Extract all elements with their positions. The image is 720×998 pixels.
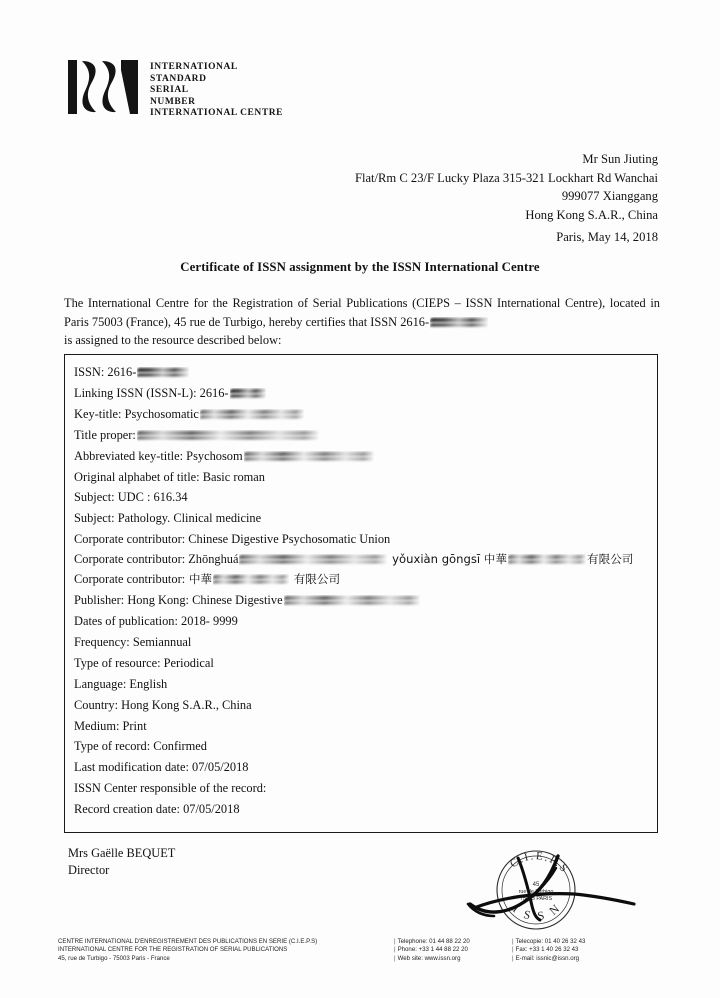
record-details-box xyxy=(64,354,658,833)
record-row-value: 07/05/2018 xyxy=(179,802,240,817)
recipient-country: Hong Kong S.A.R., China xyxy=(525,207,658,222)
record-row-label: Type of record: xyxy=(74,739,151,754)
record-row xyxy=(74,611,657,632)
record-row xyxy=(74,674,657,695)
record-row-label: Abbreviated key-title: xyxy=(74,448,184,463)
redaction-issn-intro xyxy=(430,317,488,329)
record-row-value: Psychosomatic xyxy=(121,406,199,421)
redaction-mark xyxy=(239,554,387,566)
record-row xyxy=(74,653,657,674)
logo-line-standard: STANDARD xyxy=(150,73,207,84)
svg-text:I S S N: I S S N xyxy=(510,899,565,924)
footer-org-column xyxy=(58,938,394,963)
record-row-value: Chinese Digestive Psychosomatic Union xyxy=(185,532,391,547)
record-row xyxy=(74,362,657,383)
record-row-value: Periodical xyxy=(160,655,214,670)
record-row-value: Basic roman xyxy=(199,469,265,484)
record-row-value: Pathology. Clinical medicine xyxy=(114,511,262,526)
logo-line-serial: SERIAL xyxy=(150,85,189,96)
record-row xyxy=(74,736,657,757)
record-rows xyxy=(65,355,657,820)
footer-address: 45, rue de Turbigo - 75003 Paris - France xyxy=(58,954,170,962)
issn-logo-mark xyxy=(66,58,142,116)
recipient-address xyxy=(355,150,658,224)
record-row xyxy=(74,404,657,425)
record-row xyxy=(74,695,657,716)
record-row-label: Key-title: xyxy=(74,406,122,421)
redaction-mark xyxy=(137,367,189,379)
redaction-mark xyxy=(244,451,374,463)
svg-text:C.I.E.P.S: C.I.E.P.S xyxy=(507,850,572,876)
footer-telephone: Telephone: 01 44 88 22 20 xyxy=(397,938,470,945)
record-row-value-tail: 有限公司 xyxy=(587,552,634,567)
recipient-street: Flat/Rm C 23/F Lucky Plaza 315-321 Lockhart Rd Wanchai xyxy=(354,170,658,185)
record-row-label: Language: xyxy=(74,676,127,691)
redaction-mark xyxy=(230,388,266,400)
official-stamp-and-signature xyxy=(440,842,640,938)
record-row xyxy=(74,590,657,611)
record-row-value: English xyxy=(126,676,168,691)
recipient-name: Mr Sun Jiuting xyxy=(582,152,658,166)
record-row xyxy=(74,487,657,508)
logo-line-number: NUMBER xyxy=(150,96,196,107)
record-row-value: 中華 xyxy=(185,572,213,587)
record-row-value: 2616- xyxy=(104,365,137,379)
record-row xyxy=(74,799,657,820)
place-and-date: Paris, May 14, 2018 xyxy=(556,230,658,244)
redaction-mark xyxy=(284,595,420,607)
record-row-label: Subject: xyxy=(74,511,115,526)
intro-text: The International Centre for the Registration of Serial Publications (CIEPS – ISSN International Centre), located in Paris 75003 (France), 45 rue de Turbigo, hereby certifies that ISSN 2616- xyxy=(64,296,660,329)
record-row-label: Publisher: xyxy=(74,593,125,608)
record-row-value: Semiannual xyxy=(129,634,192,649)
record-row-label: Linking ISSN (ISSN-L): xyxy=(74,385,197,400)
page-footer xyxy=(58,938,673,963)
record-row-label: Record creation date: xyxy=(74,802,180,817)
record-row xyxy=(74,425,657,446)
issn-logo xyxy=(66,58,283,120)
record-row-value: Zhōnghuá xyxy=(185,552,239,567)
record-row xyxy=(74,569,657,590)
footer-fax: Fax: +33 1 40 26 32 43 xyxy=(515,946,579,954)
record-row-value-after: 有限公司 xyxy=(290,572,341,587)
record-row-value: UDC : 616.34 xyxy=(114,490,188,505)
intro-paragraph xyxy=(64,294,660,350)
logo-line-international-centre: INTERNATIONAL CENTRE xyxy=(150,108,284,119)
record-row xyxy=(74,632,657,653)
footer-email[interactable]: E-mail: issnic@issn.org xyxy=(515,954,580,962)
record-row-value: Print xyxy=(119,718,147,733)
footer-telecopie: Telecopie: 01 40 26 32 43 xyxy=(515,938,586,945)
signatory-role: Director xyxy=(68,862,110,877)
signature-block xyxy=(68,845,175,878)
record-row-value: Confirmed xyxy=(150,739,207,754)
footer-org-en: INTERNATIONAL CENTRE FOR THE REGISTRATION OF SERIAL PUBLICATIONS xyxy=(58,946,288,954)
record-row xyxy=(74,529,657,550)
record-row-value: Psychosom xyxy=(183,448,243,463)
record-row-label: Subject: xyxy=(74,490,115,505)
footer-phone: Phone: +33 1 44 88 22 20 xyxy=(397,946,468,954)
record-row xyxy=(74,446,657,467)
record-row xyxy=(74,467,657,488)
record-row-value: Hong Kong: Chinese Digestive xyxy=(124,593,283,608)
issn-logo-text xyxy=(150,58,283,120)
record-row-label: Frequency: xyxy=(74,634,130,649)
record-row-label: Last modification date: xyxy=(74,760,189,775)
record-row-label: Corporate contributor: xyxy=(74,532,186,547)
redaction-mark xyxy=(137,430,319,442)
record-row-label: ISSN: xyxy=(74,365,105,379)
record-row-value: Hong Kong S.A.R., China xyxy=(118,697,252,712)
redaction-mark xyxy=(508,554,586,566)
record-row-value: 2616- xyxy=(196,385,229,400)
record-row xyxy=(74,383,657,404)
redaction-mark xyxy=(200,409,304,421)
footer-phone-column: | Telephone: 01 44 88 22 20 | Phone: +33 1 44 88 22 20 | Web site: www.issn.org xyxy=(394,938,470,962)
record-row-value: 07/05/2018 xyxy=(188,760,249,775)
record-row xyxy=(74,508,657,529)
page-title: Certificate of ISSN assignment by the ISSN International Centre xyxy=(180,260,540,274)
footer-fax-column: | Telecopie: 01 40 26 32 43 | Fax: +33 1 40 26 32 43 | E-mail: issnic@issn.org xyxy=(512,938,586,962)
record-row xyxy=(74,757,657,778)
record-row-label: Type of resource: xyxy=(74,655,161,670)
record-row-label: Corporate contributor: xyxy=(74,572,186,587)
record-row xyxy=(74,778,657,799)
svg-text:rue de Turbigo: rue de Turbigo xyxy=(518,889,554,895)
record-row-label: ISSN Center responsible of the record: xyxy=(74,781,267,796)
svg-text:45: 45 xyxy=(532,882,540,888)
record-row-label: Country: xyxy=(74,697,119,712)
logo-line-international: INTERNATIONAL xyxy=(150,62,238,72)
signatory-name: Mrs Gaëlle BEQUET xyxy=(68,846,176,860)
record-row-value-after: yǒuxiàn gōngsī 中華 xyxy=(388,552,507,567)
intro-text-tail: is assigned to the resource described below: xyxy=(64,333,282,348)
svg-text:75003 PARIS: 75003 PARIS xyxy=(519,896,553,902)
record-row xyxy=(74,550,657,569)
record-row-label: Title proper: xyxy=(74,427,136,442)
record-row-label: Original alphabet of title: xyxy=(74,469,200,484)
record-row-label: Dates of publication: xyxy=(74,613,178,628)
record-row-value: 2018- 9999 xyxy=(177,613,238,628)
recipient-postal: 999077 Xianggang xyxy=(561,189,658,204)
redaction-mark xyxy=(213,574,289,586)
record-row-label: Medium: xyxy=(74,718,120,733)
footer-org-fr: CENTRE INTERNATIONAL D'ENREGISTREMENT DES PUBLICATIONS EN SERIE (C.I.E.P.S) xyxy=(58,938,318,945)
footer-website[interactable]: Web site: www.issn.org xyxy=(397,954,461,962)
record-row-label: Corporate contributor: xyxy=(74,552,186,567)
record-row xyxy=(74,716,657,737)
